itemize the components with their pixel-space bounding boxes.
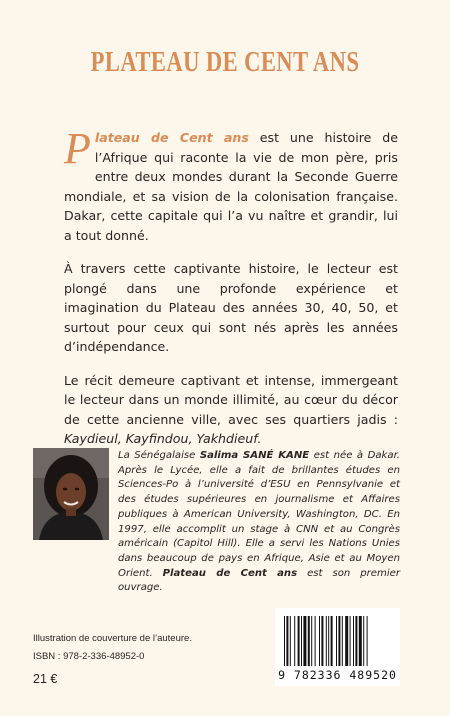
blurb-paragraph-1 (64, 124, 399, 245)
barcode-number: 9 782336 489520 (278, 668, 397, 682)
price: 21 € (33, 672, 58, 686)
blurb-text: Le récit demeure captivant et intense, immergeant le lecteur dans un monde illimité, au cœur du décor de cette ancienne ville, avec ses quartiers jadis : (64, 372, 398, 427)
blurb-paragraph-2: À travers cette captivante histoire, le lecteur est plongé dans une profonde expérience et imagination du Plateau des années 30, 40, 50, et surtout pour ceux qui sont nés après les années d’indépendance. (64, 261, 398, 354)
bio-text: est née à Dakar. Après le Lycée, elle a fait de brillantes études en Sciences-Po à l’université d’ESU en Pennsylvanie et des études supérieures en journalisme et Affaires publiques à American University, Washington, DC. En 1997, elle accomplit un stage à CNN et au Congrès américain (Capitol Hill). Elle a servi les Nations Unies dans beaucoup de pays en Afrique, Asie et au Moyen Orient. (118, 450, 401, 579)
isbn: ISBN : 978-2-336-48952-0 (33, 651, 145, 662)
blurb-paragraph-3 (64, 371, 398, 449)
book-title: PLATEAU DE CENT ANS (90, 46, 360, 78)
book-title-reference: lateau de Cent ans (94, 130, 249, 145)
bio-outro: est son premier ouvrage. (118, 567, 400, 594)
author-bio (118, 449, 400, 596)
barcode-bars (284, 616, 391, 666)
book-title-reference: Plateau de Cent ans (162, 567, 298, 579)
author-name: Salima SANÉ KANE (199, 450, 310, 461)
author-photo (33, 448, 109, 540)
blurb-text: est une histoire de l’Afrique qui raconte la vie de mon père, pris entre deux mondes durant la Seconde Guerre mondiale, et sa vision de la colonisation française. Dakar, cette capitale qui l’a vu naître et grandir, lui a tout donné. (64, 130, 399, 243)
cover-credit: Illustration de couverture de l’auteure. (33, 633, 192, 644)
dropcap-letter: P (64, 124, 91, 173)
bio-intro: La Sénégalaise (118, 450, 200, 461)
neighborhood-names: Kaydieul, Kayfindou, Yakhdieuf. (64, 431, 262, 446)
barcode (275, 608, 400, 686)
blurb (64, 124, 399, 463)
